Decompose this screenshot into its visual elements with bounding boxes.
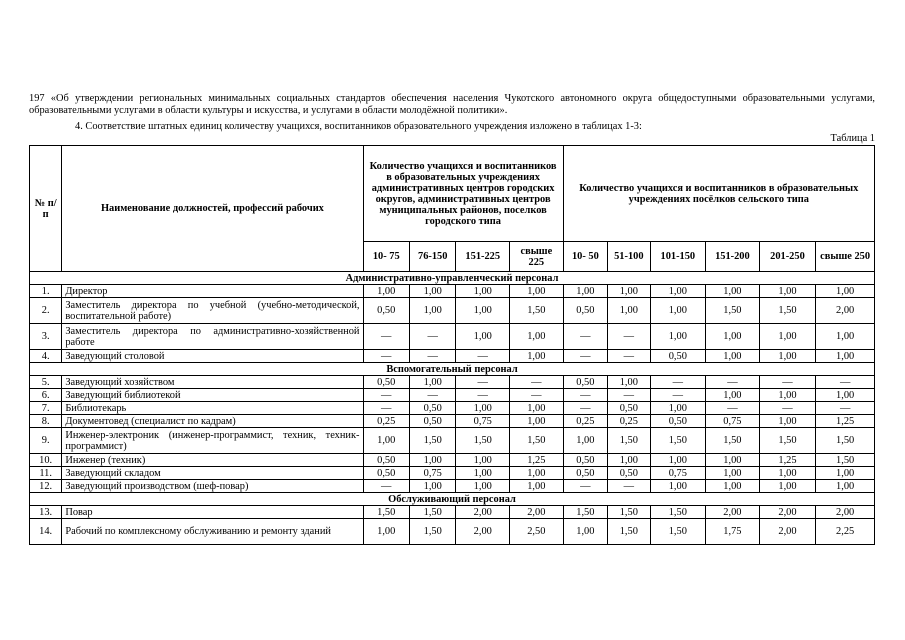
staff-units-cell: 1,00 <box>456 324 510 350</box>
staff-units-cell: 1,50 <box>650 519 706 545</box>
staff-units-cell: 1,00 <box>409 480 455 493</box>
staff-units-cell: 1,00 <box>816 324 875 350</box>
row-number: 9. <box>30 428 62 454</box>
row-number: 10. <box>30 454 62 467</box>
staff-units-cell: — <box>608 324 650 350</box>
staff-units-cell: — <box>363 389 409 402</box>
staff-units-cell: — <box>759 402 816 415</box>
staff-units-cell: 0,50 <box>363 376 409 389</box>
row-number: 1. <box>30 285 62 298</box>
section-title: Обслуживающий персонал <box>30 493 875 506</box>
table-row <box>30 376 875 389</box>
staff-units-cell: 1,50 <box>608 428 650 454</box>
section-row <box>30 493 875 506</box>
staff-units-cell: 1,00 <box>608 454 650 467</box>
staff-units-cell: 1,50 <box>759 298 816 324</box>
section-title: Административно-управленческий персонал <box>30 272 875 285</box>
row-number: 7. <box>30 402 62 415</box>
table-caption: Таблица 1 <box>830 133 875 144</box>
staff-units-cell: 0,50 <box>608 467 650 480</box>
staff-units-cell: 1,00 <box>759 389 816 402</box>
staff-units-cell: 1,50 <box>409 428 455 454</box>
row-number: 11. <box>30 467 62 480</box>
staff-units-cell: 0,50 <box>409 415 455 428</box>
staff-units-cell: 1,00 <box>510 415 564 428</box>
staff-units-cell: 2,00 <box>759 519 816 545</box>
staff-units-cell: — <box>409 324 455 350</box>
intro-paragraph: 197 «Об утверждении региональных минимальных социальных стандартов обеспечения населения Чукотского автономного округа общедоступными образовательными услугами, образовательными услугами в области культуры и искусства, и услугами в области молодёжной политики». <box>29 93 875 116</box>
staff-units-cell: 1,50 <box>510 428 564 454</box>
staff-units-cell: 1,00 <box>706 389 760 402</box>
table-row <box>30 480 875 493</box>
staff-units-cell: 1,50 <box>456 428 510 454</box>
staff-units-cell: 1,00 <box>650 324 706 350</box>
position-name: Документовед (специалист по кадрам) <box>62 415 363 428</box>
staff-units-cell: 2,00 <box>456 506 510 519</box>
table-row <box>30 415 875 428</box>
staff-units-cell: 1,00 <box>706 467 760 480</box>
staff-units-cell: 1,00 <box>759 480 816 493</box>
table-row <box>30 324 875 350</box>
staff-units-cell: 0,50 <box>363 467 409 480</box>
staff-units-cell: 1,50 <box>706 298 760 324</box>
staff-units-cell: — <box>456 376 510 389</box>
staff-units-cell: — <box>608 389 650 402</box>
position-name: Заведующий хозяйством <box>62 376 363 389</box>
staff-units-cell: 1,00 <box>456 480 510 493</box>
staff-units-cell: — <box>650 389 706 402</box>
staff-units-cell: 1,00 <box>510 402 564 415</box>
staff-units-cell: 1,00 <box>650 298 706 324</box>
staff-units-cell: 2,00 <box>706 506 760 519</box>
row-number: 13. <box>30 506 62 519</box>
table-row <box>30 454 875 467</box>
header-col: 51-100 <box>608 242 650 272</box>
staff-units-cell: 1,00 <box>510 350 564 363</box>
staff-units-cell: — <box>363 350 409 363</box>
staff-units-cell: 1,75 <box>706 519 760 545</box>
staff-units-cell: 1,00 <box>759 467 816 480</box>
staff-units-cell: 1,00 <box>563 428 607 454</box>
staff-units-cell: 0,50 <box>409 402 455 415</box>
staff-units-cell: 1,00 <box>608 298 650 324</box>
row-number: 8. <box>30 415 62 428</box>
table-row <box>30 506 875 519</box>
staff-units-cell: 1,00 <box>456 454 510 467</box>
staff-units-cell: — <box>608 480 650 493</box>
staff-units-cell: — <box>759 376 816 389</box>
header-position: Наименование должностей, профессий рабочих <box>62 146 363 272</box>
staff-units-cell: 1,50 <box>816 454 875 467</box>
table-row <box>30 519 875 545</box>
staff-units-cell: 2,00 <box>510 506 564 519</box>
table-row <box>30 389 875 402</box>
staff-units-cell: 1,00 <box>409 285 455 298</box>
staff-units-cell: 1,00 <box>456 402 510 415</box>
table-row <box>30 285 875 298</box>
position-name: Инженер-электроник (инженер-программист, техник, техник-программист) <box>62 428 363 454</box>
row-number: 14. <box>30 519 62 545</box>
staff-units-cell: 1,25 <box>510 454 564 467</box>
staff-units-cell: — <box>409 350 455 363</box>
table-row <box>30 428 875 454</box>
row-number: 3. <box>30 324 62 350</box>
staff-units-cell: 1,00 <box>650 480 706 493</box>
staff-units-cell: 1,00 <box>706 454 760 467</box>
row-number: 2. <box>30 298 62 324</box>
staff-units-cell: 1,00 <box>409 454 455 467</box>
staff-units-cell: 1,00 <box>759 324 816 350</box>
section-row <box>30 363 875 376</box>
staff-units-cell: 1,50 <box>409 506 455 519</box>
staff-units-cell: 1,00 <box>363 285 409 298</box>
position-name: Заместитель директора по учебной (учебно-методической, воспитательной работе) <box>62 298 363 324</box>
header-col: свыше 250 <box>816 242 875 272</box>
staff-units-cell: — <box>363 480 409 493</box>
staff-units-cell: — <box>456 350 510 363</box>
staff-units-cell: 1,50 <box>608 519 650 545</box>
staff-units-cell: 1,00 <box>706 324 760 350</box>
staff-units-cell: 0,25 <box>363 415 409 428</box>
staff-units-cell: 1,00 <box>510 467 564 480</box>
staff-units-cell: 1,25 <box>759 454 816 467</box>
staff-units-cell: — <box>706 376 760 389</box>
table-row <box>30 298 875 324</box>
staff-units-cell: 0,75 <box>706 415 760 428</box>
position-name: Заведующий складом <box>62 467 363 480</box>
staff-units-cell: 1,00 <box>816 467 875 480</box>
staff-units-cell: 1,00 <box>816 389 875 402</box>
staff-units-cell: — <box>706 402 760 415</box>
staff-units-cell: 1,50 <box>409 519 455 545</box>
staffing-table <box>29 145 875 545</box>
table-row <box>30 350 875 363</box>
staff-units-cell: 1,00 <box>650 402 706 415</box>
staff-units-cell: — <box>456 389 510 402</box>
staff-units-cell: 1,00 <box>650 454 706 467</box>
header-col: свыше 225 <box>510 242 564 272</box>
position-name: Повар <box>62 506 363 519</box>
staff-units-cell: 1,00 <box>363 428 409 454</box>
section-row <box>30 272 875 285</box>
staff-units-cell: — <box>650 376 706 389</box>
staff-units-cell: — <box>510 376 564 389</box>
staff-units-cell: 0,50 <box>363 454 409 467</box>
staff-units-cell: 0,50 <box>563 454 607 467</box>
staff-units-cell: 0,50 <box>650 415 706 428</box>
staff-units-cell: 1,00 <box>456 285 510 298</box>
position-name: Заведующий столовой <box>62 350 363 363</box>
staff-units-cell: — <box>363 324 409 350</box>
staff-units-cell: — <box>563 350 607 363</box>
position-name: Рабочий по комплексному обслуживанию и ремонту зданий <box>62 519 363 545</box>
staff-units-cell: 1,00 <box>363 519 409 545</box>
staff-units-cell: 2,00 <box>759 506 816 519</box>
section-title: Вспомогательный персонал <box>30 363 875 376</box>
staff-units-cell: 1,00 <box>706 350 760 363</box>
intro-point: 4. Соответствие штатных единиц количеству учащихся, воспитанников образовательного учреждения изложено в таблицах 1-3: <box>75 121 642 132</box>
staff-units-cell: 1,50 <box>650 428 706 454</box>
staff-units-cell: 1,00 <box>608 376 650 389</box>
staff-units-cell: 1,50 <box>816 428 875 454</box>
staff-units-cell: — <box>816 402 875 415</box>
staff-units-cell: 1,00 <box>816 350 875 363</box>
staff-units-cell: 1,50 <box>563 506 607 519</box>
row-number: 6. <box>30 389 62 402</box>
staff-units-cell: 1,00 <box>816 285 875 298</box>
staff-units-cell: 1,00 <box>563 519 607 545</box>
staff-units-cell: — <box>563 389 607 402</box>
staff-units-cell: 0,75 <box>456 415 510 428</box>
header-col: 151-200 <box>706 242 760 272</box>
table-row <box>30 402 875 415</box>
staff-units-cell: — <box>563 480 607 493</box>
staff-units-cell: 1,00 <box>456 298 510 324</box>
staff-units-cell: — <box>563 402 607 415</box>
row-number: 12. <box>30 480 62 493</box>
staff-units-cell: — <box>409 389 455 402</box>
staff-units-cell: 1,00 <box>608 285 650 298</box>
staff-units-cell: 0,75 <box>650 467 706 480</box>
staff-units-cell: 1,00 <box>759 350 816 363</box>
staff-units-cell: 2,00 <box>456 519 510 545</box>
staff-units-cell: 1,00 <box>409 376 455 389</box>
staff-units-cell: 0,50 <box>563 467 607 480</box>
staff-units-cell: 1,50 <box>363 506 409 519</box>
staff-units-cell: 1,50 <box>608 506 650 519</box>
staff-units-cell: 1,00 <box>706 480 760 493</box>
staff-units-cell: 0,25 <box>563 415 607 428</box>
staff-units-cell: — <box>816 376 875 389</box>
staff-units-cell: 1,00 <box>650 285 706 298</box>
staff-units-cell: 1,00 <box>563 285 607 298</box>
staff-units-cell: 0,50 <box>563 376 607 389</box>
staff-units-cell: 0,50 <box>563 298 607 324</box>
staff-units-cell: 1,00 <box>816 480 875 493</box>
staff-units-cell: — <box>510 389 564 402</box>
header-col: 10- 75 <box>363 242 409 272</box>
position-name: Библиотекарь <box>62 402 363 415</box>
header-col: 151-225 <box>456 242 510 272</box>
staff-units-cell: 2,00 <box>816 506 875 519</box>
staff-units-cell: 0,50 <box>608 402 650 415</box>
position-name: Директор <box>62 285 363 298</box>
table-row <box>30 467 875 480</box>
header-col: 201-250 <box>759 242 816 272</box>
staff-units-cell: 1,50 <box>706 428 760 454</box>
staff-units-cell: 1,00 <box>706 285 760 298</box>
header-num: № п/п <box>30 146 62 272</box>
row-number: 5. <box>30 376 62 389</box>
staff-units-cell: 2,50 <box>510 519 564 545</box>
staff-units-cell: 1,00 <box>759 285 816 298</box>
staff-units-cell: 2,00 <box>816 298 875 324</box>
staff-units-cell: 1,50 <box>759 428 816 454</box>
staff-units-cell: 1,50 <box>510 298 564 324</box>
header-col: 101-150 <box>650 242 706 272</box>
staff-units-cell: — <box>563 324 607 350</box>
header-group-rural: Количество учащихся и воспитанников в образовательных учреждениях посёлков сельского типа <box>563 146 874 242</box>
staff-units-cell: 1,00 <box>510 480 564 493</box>
header-col: 76-150 <box>409 242 455 272</box>
staff-units-cell: — <box>608 350 650 363</box>
staff-units-cell: — <box>363 402 409 415</box>
staff-units-cell: 0,75 <box>409 467 455 480</box>
position-name: Заведующий производством (шеф-повар) <box>62 480 363 493</box>
position-name: Заведующий библиотекой <box>62 389 363 402</box>
staff-units-cell: 1,25 <box>816 415 875 428</box>
staff-units-cell: 0,50 <box>650 350 706 363</box>
header-group-urban: Количество учащихся и воспитанников в образовательных учреждениях административных центров городских округов, административных центров муниципальных районов, поселков городского типа <box>363 146 563 242</box>
header-col: 10- 50 <box>563 242 607 272</box>
staff-units-cell: 1,00 <box>510 324 564 350</box>
staff-units-cell: 0,25 <box>608 415 650 428</box>
staff-units-cell: 1,00 <box>510 285 564 298</box>
position-name: Инженер (техник) <box>62 454 363 467</box>
staff-units-cell: 0,50 <box>363 298 409 324</box>
row-number: 4. <box>30 350 62 363</box>
staff-units-cell: 1,00 <box>456 467 510 480</box>
staff-units-cell: 1,50 <box>650 506 706 519</box>
position-name: Заместитель директора по административно-хозяйственной работе <box>62 324 363 350</box>
staff-units-cell: 2,25 <box>816 519 875 545</box>
staff-units-cell: 1,00 <box>759 415 816 428</box>
staff-units-cell: 1,00 <box>409 298 455 324</box>
